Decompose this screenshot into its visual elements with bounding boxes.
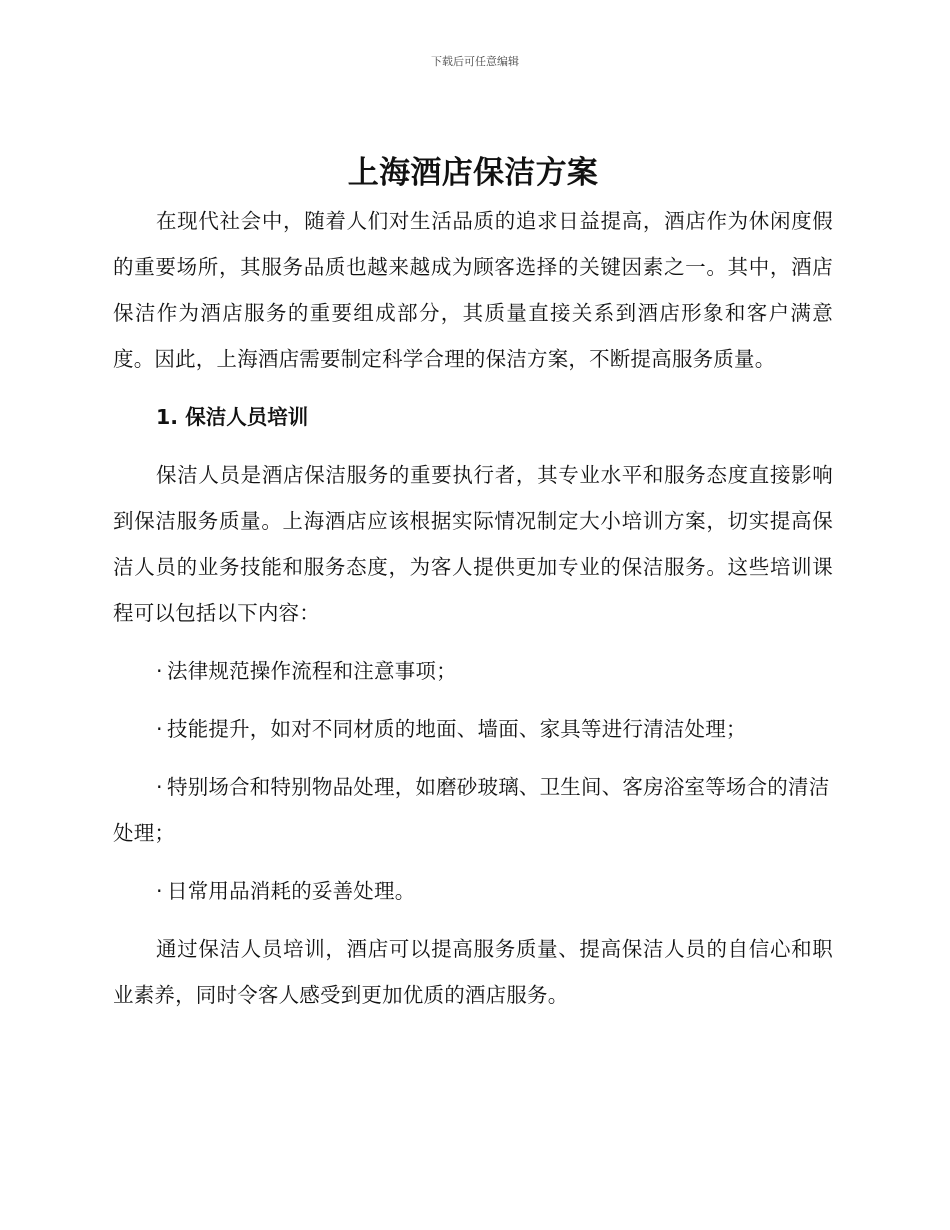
bullet-dot: · [156,775,163,799]
bullet-dot: · [156,717,163,741]
intro-paragraph: 在现代社会中，随着人们对生活品质的追求日益提高，酒店作为休闲度假的重要场所，其服务品质也越来越成为顾客选择的关键因素之一。其中，酒店保洁作为酒店服务的重要组成部分，其质量直接关系到酒店形象和客户满意度。因此，上海酒店需要制定科学合理的保洁方案，不断提高服务质量。 [113,209,833,371]
list-item [113,764,833,856]
closing-paragraph: 通过保洁人员培训，酒店可以提高服务质量、提高保洁人员的自信心和职业素养，同时令客人感受到更加优质的酒店服务。 [113,937,833,1007]
training-topics-list [113,648,833,914]
document-content [113,148,833,1018]
list-item-text: 技能提升，如对不同材质的地面、墙面、家具等进行清洁处理； [167,717,747,741]
training-paragraph: 保洁人员是酒店保洁服务的重要执行者，其专业水平和服务态度直接影响到保洁服务质量。上海酒店应该根据实际情况制定大小培训方案，切实提高保洁人员的业务技能和服务态度，为客人提供更加专业的保洁服务。这些培训课程可以包括以下内容： [113,463,833,625]
list-item [113,706,833,752]
list-item-text: 特别场合和特别物品处理，如磨砂玻璃、卫生间、客房浴室等场合的清洁处理； [113,775,830,845]
list-item-text: 法律规范操作流程和注意事项； [167,659,457,683]
list-item [113,648,833,694]
list-item-text: 日常用品消耗的妥善处理。 [167,879,416,903]
bullet-dot: · [156,879,163,903]
section-heading-training: 1. 保洁人员培训 [156,405,309,429]
bullet-dot: · [156,659,163,683]
document-title: 上海酒店保洁方案 [347,155,599,191]
list-item [113,868,833,914]
header-note: 下载后可任意编辑 [431,55,519,68]
